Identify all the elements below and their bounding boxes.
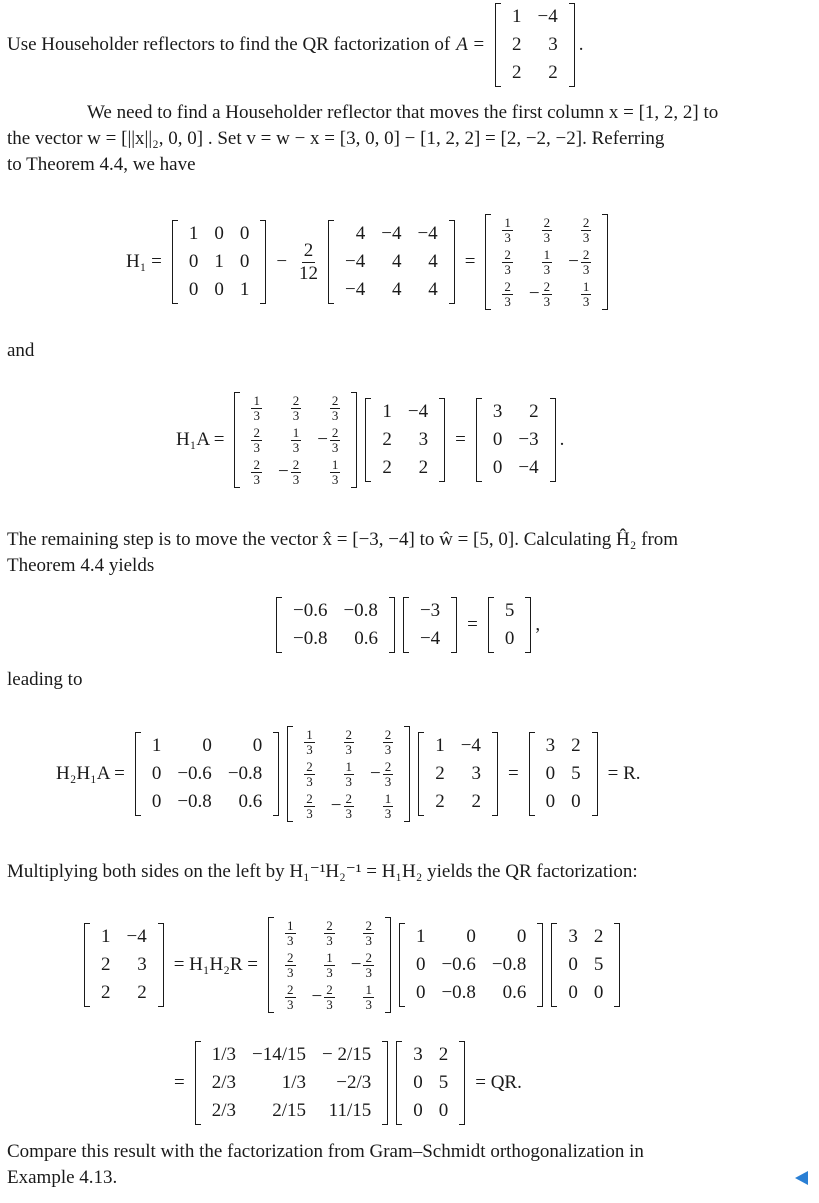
H2-matrix-eq5 [399, 923, 543, 1007]
matrix-cell: −4 [407, 401, 429, 422]
matrix-row [494, 278, 599, 310]
matrix-cell: 2 [529, 401, 539, 422]
matrix-cell: $\frac{1}{3}$ [253, 392, 260, 423]
matrix-row [204, 1097, 380, 1125]
matrix-cell: 5 [438, 1072, 449, 1093]
paragraph-1-line-3: to Theorem 4.4, we have [7, 154, 196, 175]
matrix-cell: $\frac{2}{3}$ [326, 917, 333, 948]
eq1-equals: = [464, 251, 476, 272]
end-of-example-icon [795, 1171, 808, 1185]
H2hat-matrix [276, 597, 395, 653]
matrix-cell: 0 [239, 223, 250, 244]
matrix-cell: − 2/15 [322, 1044, 372, 1065]
matrix-row [181, 220, 258, 248]
eq2-lhs: H₁A = [176, 429, 225, 450]
matrix-row [412, 597, 448, 625]
matrix-row [296, 726, 401, 758]
matrix-cell: 0 [239, 251, 250, 272]
matrix-cell: 0 [571, 791, 581, 812]
matrix-row [504, 3, 566, 31]
matrix-row [538, 760, 589, 788]
matrix-cell: $\frac{2}{3}$ [253, 457, 260, 488]
equation-H2H1A [50, 718, 647, 830]
matrix-cell: −0.6 [293, 600, 328, 621]
matrix-row [204, 1041, 380, 1069]
matrix-cell: 4 [428, 251, 438, 272]
equation-H2hat [272, 597, 540, 653]
coef-denominator: 12 [299, 262, 319, 284]
matrix-cell: −4 [518, 457, 539, 478]
matrix-row [405, 1097, 456, 1125]
matrix-cell: 0 [188, 279, 199, 300]
matrix-cell: 1 [151, 735, 162, 756]
matrix-row [285, 625, 386, 653]
matrix-cell: 0 [252, 735, 263, 756]
eq4-equals: = [507, 763, 519, 784]
matrix-row [427, 788, 489, 816]
matrix-cell: 1 [512, 6, 522, 27]
matrix-cell: 0 [202, 735, 212, 756]
matrix-cell: 0 [415, 982, 426, 1003]
matrix-row [560, 951, 611, 979]
matrix-cell: 3 [471, 763, 481, 784]
matrix-row [412, 625, 448, 653]
matrix-cell: 5 [504, 600, 515, 621]
eq3-end: , [535, 614, 541, 635]
matrix-cell: 0 [516, 926, 527, 947]
H1-matrix [485, 214, 608, 310]
A-matrix-eq4 [418, 732, 498, 816]
matrix-cell: −4 [460, 735, 481, 756]
matrix-cell: $\frac{1}{3}$ [287, 917, 294, 948]
matrix-row [296, 790, 401, 822]
matrix-cell: 4 [391, 251, 402, 272]
matrix-cell: 1 [214, 251, 224, 272]
matrix-cell: 3 [548, 34, 558, 55]
matrix-cell: 1 [101, 926, 111, 947]
matrix-row [337, 220, 446, 248]
intro-line [7, 3, 584, 87]
matrix-row [93, 923, 155, 951]
matrix-cell: $\frac{2}{3}$ [306, 759, 313, 790]
matrix-row [485, 426, 547, 454]
H1-matrix-eq2 [234, 392, 357, 488]
matrix-cell: $\frac{1}{3}$ [306, 726, 313, 757]
matrix-row [144, 732, 270, 760]
matrix-row [497, 625, 523, 653]
eq2-equals: = [455, 429, 466, 450]
matrix-cell: −0.8 [491, 954, 527, 975]
matrix-row [93, 951, 155, 979]
R-matrix-eq5 [551, 923, 620, 1007]
matrix-cell: $\frac{1}{3}$ [326, 950, 333, 981]
matrix-row [485, 398, 547, 426]
matrix-cell: −0.8 [343, 600, 378, 621]
equation-H1 [120, 206, 612, 318]
H2-matrix-eq4 [135, 732, 279, 816]
matrix-cell: − $\frac{2}{3}$ [317, 425, 339, 456]
matrix-cell: 1/3 [211, 1044, 236, 1065]
matrix-cell: 0 [568, 954, 578, 975]
matrix-cell: 0 [415, 954, 426, 975]
word-and: and [7, 340, 35, 361]
matrix-cell: 0 [151, 791, 162, 812]
matrix-cell: −0.6 [441, 954, 476, 975]
matrix-cell: $\frac{1}{3}$ [345, 759, 352, 790]
equation-QR [168, 1041, 528, 1125]
matrix-row [504, 59, 566, 87]
eq6-end: = QR. [475, 1072, 522, 1093]
Q-matrix [195, 1041, 389, 1125]
paragraph-3: Multiplying both sides on the left by H₁⁻¹H₂⁻¹ = H₁H₂ yields the QR factorization: [7, 861, 638, 882]
matrix-cell: 0 [413, 1100, 423, 1121]
paragraph-2-line-1: The remaining step is to move the vector x̂ = [−3, −4] to ŵ = [5, 0]. Calculating Ĥ₂ from [7, 529, 679, 550]
matrix-cell: 3 [418, 429, 429, 450]
matrix-cell: −0.8 [293, 628, 328, 649]
coef-numerator: 2 [303, 239, 314, 261]
matrix-cell: $\frac{1}{3}$ [331, 457, 339, 488]
matrix-row [337, 248, 446, 276]
matrix-cell: −0.8 [227, 763, 263, 784]
matrix-cell: $\frac{1}{3}$ [292, 425, 300, 456]
matrix-cell: 5 [593, 954, 604, 975]
matrix-cell: 2 [137, 982, 147, 1003]
matrix-cell: −4 [345, 251, 366, 272]
matrix-cell: 2 [438, 1044, 449, 1065]
matrix-cell: 5 [571, 763, 581, 784]
matrix-cell: 0 [492, 457, 503, 478]
matrix-cell: − $\frac{2}{3}$ [350, 950, 372, 981]
matrix-cell: −3 [419, 600, 441, 621]
matrix-row [181, 248, 258, 276]
matrix-cell: $\frac{2}{3}$ [292, 392, 300, 423]
matrix-cell: 4 [355, 223, 366, 244]
H1A-result-matrix [476, 398, 556, 482]
matrix-cell: $\frac{1}{3}$ [582, 279, 590, 310]
matrix-cell: − $\frac{2}{3}$ [330, 791, 352, 822]
matrix-cell: 0 [413, 1072, 423, 1093]
intro-end: . [578, 34, 584, 55]
matrix-cell: $\frac{2}{3}$ [287, 982, 294, 1013]
matrix-cell: 0 [466, 926, 476, 947]
matrix-cell: 2 [471, 791, 481, 812]
matrix-row [408, 979, 534, 1007]
matrix-cell: 4 [391, 279, 402, 300]
matrix-cell: −4 [381, 223, 402, 244]
matrix-row [374, 454, 436, 482]
xhat-vector [403, 597, 457, 653]
matrix-row [277, 949, 382, 981]
matrix-A-intro [495, 3, 575, 87]
matrix-row [405, 1069, 456, 1097]
matrix-cell: $\frac{2}{3}$ [306, 791, 313, 822]
paragraph-4 [7, 1139, 812, 1191]
matrix-cell: 3 [545, 735, 556, 756]
matrix-row [497, 597, 523, 625]
matrix-row [427, 760, 489, 788]
matrix-row [337, 276, 446, 304]
matrix-cell: 0.6 [238, 791, 263, 812]
matrix-cell: 1 [435, 735, 445, 756]
matrix-cell: 2/3 [211, 1072, 236, 1093]
eq2-end: . [559, 429, 565, 450]
matrix-row [427, 732, 489, 760]
matrix-cell: 0 [593, 982, 604, 1003]
matrix-cell: $\frac{1}{3}$ [365, 982, 372, 1013]
matrix-cell: − $\frac{2}{3}$ [370, 759, 392, 790]
matrix-cell: 2 [382, 457, 392, 478]
eq1-coefficient [299, 240, 318, 285]
matrix-row [538, 732, 589, 760]
matrix-row [494, 214, 599, 246]
eq4-lhs: H₂H₁A = [56, 763, 125, 784]
intro-lhs: A = [456, 34, 486, 55]
paragraph-1-line-2: the vector w = [||x||₂, 0, 0] . Set v = w − x = [3, 0, 0] − [1, 2, 2] = [2, −2, −2]. Referring [7, 128, 665, 149]
matrix-row [296, 758, 401, 790]
matrix-cell: 0 [545, 791, 556, 812]
matrix-cell: $\frac{2}{3}$ [345, 726, 352, 757]
matrix-row [485, 454, 547, 482]
matrix-row [374, 398, 436, 426]
eq4-end: = R. [607, 763, 641, 784]
matrix-cell: −4 [537, 6, 558, 27]
matrix-cell: 0 [214, 279, 224, 300]
matrix-row [243, 456, 348, 488]
matrix-cell: − $\frac{2}{3}$ [528, 279, 551, 310]
matrix-row [405, 1041, 456, 1069]
matrix-cell: 2/3 [211, 1100, 236, 1121]
matrix-cell: $\frac{2}{3}$ [253, 425, 260, 456]
matrix-cell: −2/3 [336, 1072, 372, 1093]
matrix-cell: 1/3 [281, 1072, 306, 1093]
matrix-cell: 0 [438, 1100, 449, 1121]
matrix-row [504, 31, 566, 59]
matrix-cell: 2 [512, 62, 522, 83]
eq1-minus: − [276, 251, 288, 272]
matrix-cell: 3 [137, 954, 147, 975]
matrix-row [243, 424, 348, 456]
H1-matrix-eq4 [287, 726, 410, 822]
matrix-cell: $\frac{2}{3}$ [331, 392, 339, 423]
matrix-cell: $\frac{2}{3}$ [504, 247, 511, 278]
eq1-lhs: H₁ = [126, 251, 162, 272]
matrix-cell: 2 [548, 62, 558, 83]
matrix-cell: 2 [418, 457, 429, 478]
matrix-cell: $\frac{2}{3}$ [582, 214, 590, 245]
matrix-row [538, 788, 589, 816]
equation-H1A [170, 384, 564, 496]
matrix-cell: $\frac{2}{3}$ [543, 214, 551, 245]
matrix-row [144, 788, 270, 816]
matrix-cell: −3 [518, 429, 539, 450]
matrix-row [144, 760, 270, 788]
paragraph-2 [7, 527, 812, 579]
intro-text: Use Householder reflectors to find the QR factorization of [7, 34, 451, 55]
matrix-cell: 3 [568, 926, 578, 947]
matrix-cell: 1 [239, 279, 250, 300]
matrix-cell: 3 [413, 1044, 423, 1065]
matrix-cell: − $\frac{2}{3}$ [568, 247, 590, 278]
paragraph-4-line-1: Compare this result with the factorization from Gram–Schmidt orthogonalization in [7, 1141, 644, 1162]
matrix-cell: −4 [419, 628, 441, 649]
matrix-row [560, 979, 611, 1007]
matrix-cell: 11/15 [328, 1100, 372, 1121]
matrix-cell: −0.6 [177, 763, 212, 784]
matrix-row [494, 246, 599, 278]
matrix-cell: −4 [417, 223, 438, 244]
matrix-cell: 2 [101, 954, 111, 975]
A-matrix-eq5 [84, 923, 164, 1007]
paragraph-1 [7, 100, 812, 178]
matrix-cell: 0.6 [354, 628, 378, 649]
matrix-cell: 2 [382, 429, 392, 450]
matrix-row [408, 951, 534, 979]
R-matrix-eq4 [529, 732, 598, 816]
matrix-cell: − $\frac{2}{3}$ [277, 457, 300, 488]
matrix-cell: 1 [188, 223, 199, 244]
paragraph-4-line-2: Example 4.13. [7, 1167, 118, 1188]
matrix-cell: 2 [512, 34, 522, 55]
matrix-cell: 2 [435, 791, 445, 812]
matrix-cell: $\frac{2}{3}$ [384, 726, 392, 757]
matrix-row [93, 979, 155, 1007]
matrix-row [204, 1069, 380, 1097]
matrix-cell: −0.8 [441, 982, 476, 1003]
matrix-cell: 4 [428, 279, 438, 300]
matrix-row [408, 923, 534, 951]
eq5-mid: = H₁H₂R = [173, 954, 259, 975]
matrix-cell: $\frac{2}{3}$ [287, 950, 294, 981]
matrix-row [277, 917, 382, 949]
matrix-cell: − $\frac{2}{3}$ [311, 982, 333, 1013]
matrix-cell: 0 [568, 982, 578, 1003]
matrix-cell: 2 [593, 926, 604, 947]
matrix-cell: 0 [504, 628, 515, 649]
matrix-cell: 0 [188, 251, 199, 272]
eq6-equals: = [174, 1072, 185, 1093]
matrix-cell: 2/15 [272, 1100, 306, 1121]
matrix-row [560, 923, 611, 951]
identity-matrix [172, 220, 267, 304]
matrix-row [285, 597, 386, 625]
matrix-cell: 3 [492, 401, 503, 422]
matrix-cell: −14/15 [252, 1044, 306, 1065]
matrix-cell: −0.8 [177, 791, 212, 812]
eq3-equals: = [467, 614, 478, 635]
equation-A-H1H2R [80, 906, 624, 1024]
matrix-cell: $\frac{1}{3}$ [504, 214, 511, 245]
matrix-cell: 0 [545, 763, 556, 784]
word-leading-to: leading to [7, 669, 83, 690]
matrix-cell: $\frac{1}{3}$ [543, 247, 551, 278]
matrix-cell: $\frac{2}{3}$ [365, 917, 372, 948]
matrix-cell: 0 [492, 429, 503, 450]
matrix-cell: $\frac{1}{3}$ [384, 791, 392, 822]
matrix-cell: −4 [345, 279, 366, 300]
paragraph-2-line-2: Theorem 4.4 yields [7, 555, 155, 576]
matrix-cell: −4 [126, 926, 147, 947]
matrix-cell: 1 [382, 401, 392, 422]
matrix-cell: $\frac{2}{3}$ [504, 279, 511, 310]
vvt-matrix [328, 220, 455, 304]
matrix-cell: 2 [435, 763, 445, 784]
matrix-cell: 2 [571, 735, 581, 756]
matrix-cell: 0.6 [502, 982, 527, 1003]
matrix-row [277, 981, 382, 1013]
matrix-row [181, 276, 258, 304]
matrix-cell: 0 [214, 223, 224, 244]
matrix-row [243, 392, 348, 424]
paragraph-1-line-1: We need to find a Householder reflector that moves the first column x = [1, 2, 2] to [87, 102, 719, 123]
matrix-cell: 2 [101, 982, 111, 1003]
matrix-cell: 1 [415, 926, 426, 947]
H1-matrix-eq5 [268, 917, 391, 1013]
matrix-cell: 0 [151, 763, 162, 784]
what-vector [488, 597, 532, 653]
A-matrix-eq2 [365, 398, 445, 482]
matrix-row [374, 426, 436, 454]
R-matrix-eq6 [396, 1041, 465, 1125]
